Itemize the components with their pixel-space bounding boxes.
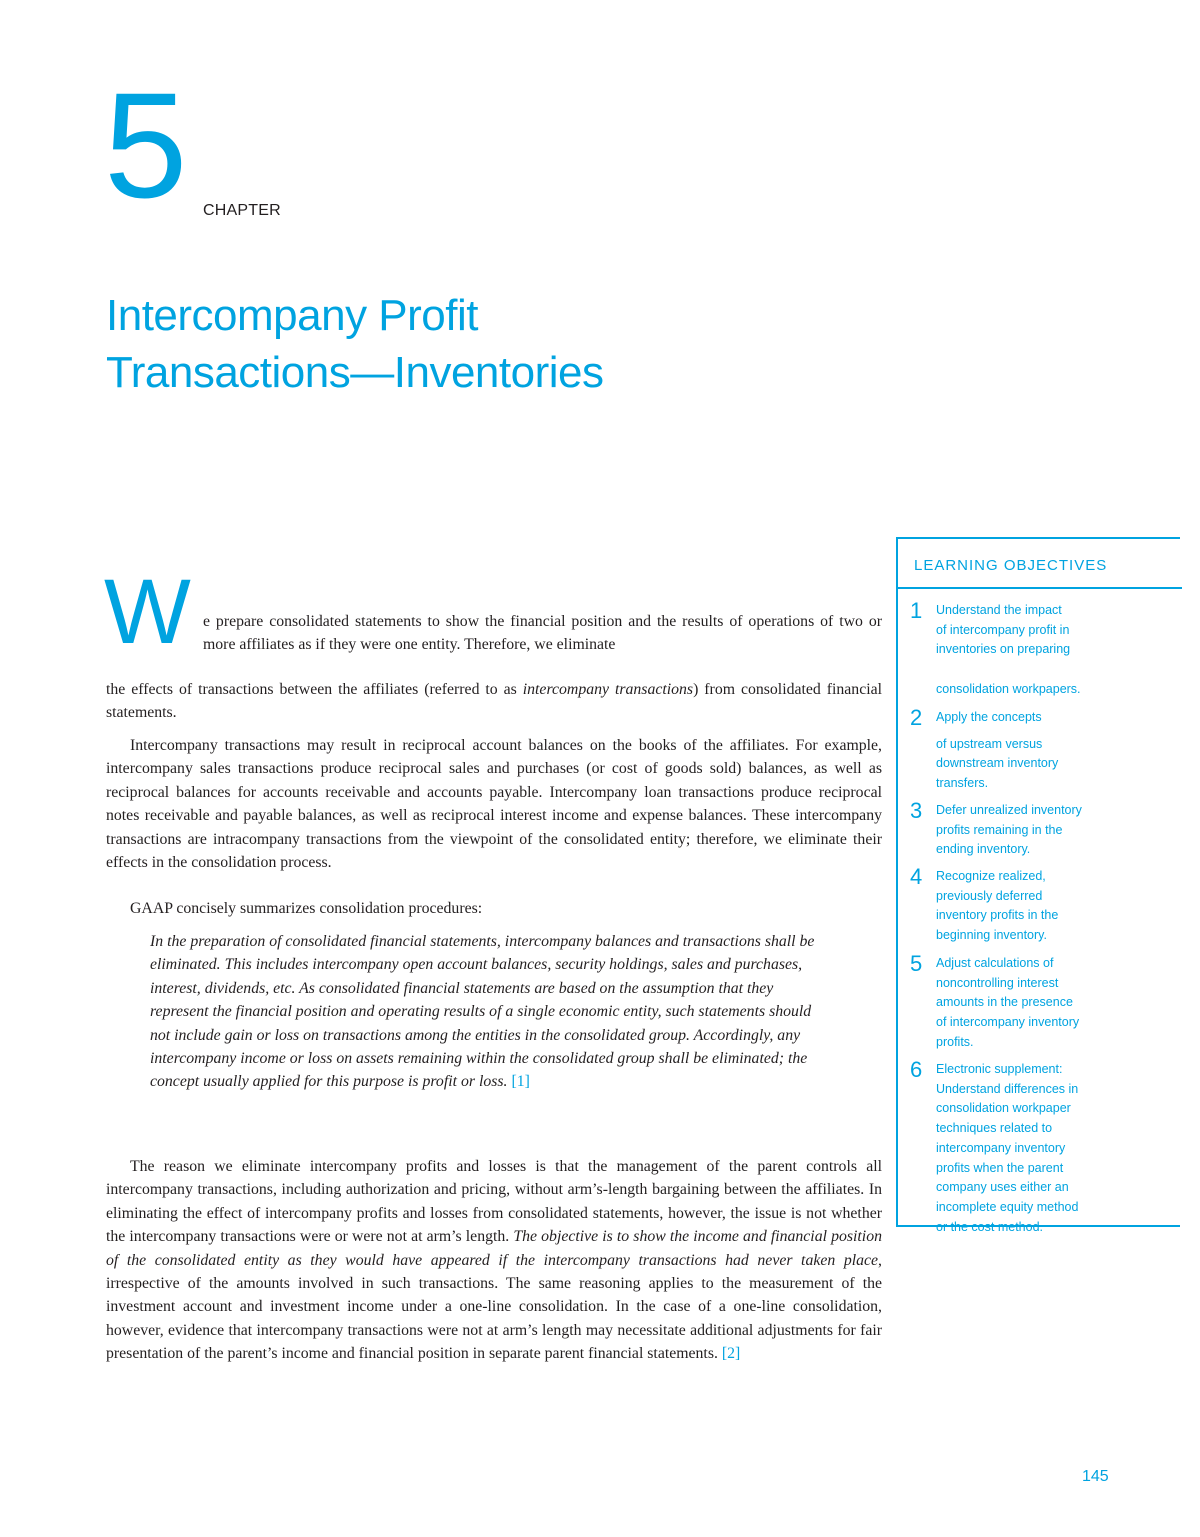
paragraph-1-text-b: ) from consolidated financial statements. (106, 681, 882, 722)
objective-number: 1 (910, 598, 923, 623)
objective-text (936, 1060, 1136, 1237)
paragraph-4-italic: The objective is to show the income and financial position of the consolidated entity as they would have appeared if the intercompany transactions had never taken place (106, 1228, 882, 1269)
objective-line: Adjust calculations of (936, 956, 1054, 970)
paragraph-4 (106, 1155, 882, 1366)
objective-line: or the cost method. (936, 1219, 1044, 1234)
citation-1[interactable]: [1] (511, 1073, 530, 1091)
objective-line: of intercompany inventory (936, 1015, 1080, 1030)
objective-number: 6 (910, 1057, 923, 1082)
objective-line-gap (936, 660, 1136, 680)
objective-line: ending inventory. (936, 842, 1031, 857)
objective-line: Recognize realized, (936, 869, 1046, 883)
objective-line: incomplete equity method (936, 1199, 1079, 1214)
objective-line: previously deferred (936, 888, 1043, 903)
objective-line: profits when the parent (936, 1160, 1064, 1175)
objective-text (936, 867, 1136, 946)
objective-number: 5 (910, 951, 923, 976)
learning-objectives-box (896, 537, 1180, 1234)
objective-line: noncontrolling interest (936, 975, 1059, 990)
learning-objectives-divider (898, 587, 1182, 589)
drop-cap: W (104, 561, 191, 663)
objective-line: inventory profits in the (936, 908, 1059, 923)
paragraph-2: Intercompany transactions may result in reciprocal account balances on the books of the affiliates. For example, intercompany sales transactions produce reciprocal sales and purchases (or cost of goods sold) balances, as well as reciprocal balances for accounts receivable and accounts payable. Intercompany loan transactions produce reciprocal notes receivable and payable balances, as well as reciprocal interest income and expense balances. These intercompany transactions are intracompany transactions from the viewpoint of the consolidated entity; therefore, we eliminate their effects in the consolidation process. (106, 737, 882, 872)
objective-text (936, 801, 1136, 860)
objective-text (936, 954, 1136, 1053)
chapter-title (106, 287, 726, 401)
objective-line: profits remaining in the (936, 822, 1063, 837)
paragraph-4-text-a: The reason we eliminate intercompany profits and losses is that the management of the parent controls all intercompany transactions, including authorization and pricing, without arm’s-length bargaining between the affiliates. In eliminating the effect of intercompany profits and losses from consolidated statements, however, the issue is not whether the intercompany transactions were or were not at arm’s length. (106, 1158, 882, 1246)
objective-line: downstream inventory (936, 756, 1059, 771)
objective-line: Defer unrealized inventory (936, 803, 1082, 817)
objective-line: consolidation workpapers. (936, 681, 1081, 696)
objective-number: 3 (910, 798, 923, 823)
chapter-title-line-2: Transactions—Inventories (106, 348, 604, 397)
objective-text (936, 708, 1136, 794)
objective-line: profits. (936, 1034, 974, 1049)
objective-line: inventories on preparing (936, 642, 1071, 657)
paragraph-1-lead: e prepare consolidated statements to show the financial position and the results of operations of two or more affiliates as if they were one entity. Therefore, we eliminate (203, 613, 882, 654)
gaap-quote (150, 930, 834, 1094)
paragraph-3: GAAP concisely summarizes consolidation procedures: (130, 900, 483, 917)
objective-line: of upstream versus (936, 736, 1043, 751)
paragraph-1-italic: intercompany transactions (522, 681, 694, 698)
citation-2[interactable]: [2] (721, 1345, 741, 1363)
page-number: 145 (1082, 1468, 1109, 1485)
objective-line: Understand differences in (936, 1081, 1079, 1096)
objective-line: Electronic supplement: (936, 1062, 1063, 1076)
objective-line: Apply the concepts (936, 710, 1042, 724)
chapter-label: CHAPTER (203, 202, 281, 219)
gaap-quote-text: In the preparation of consolidated financial statements, intercompany balances and transactions shall be eliminated. This includes intercompany open account balances, security holdings, sales and purchases, interest, dividends, etc. As consolidated financial statements are based on the assumption that they represent the financial position and operating results of a single economic entity, such statements should not include gain or loss on transactions among the entities in the consolidated group. Accordingly, any intercompany income or loss on assets remaining within the consolidated group shall be eliminated; the concept usually applied for this purpose is profit or loss. (150, 933, 815, 1091)
paragraph-1-rest (106, 678, 882, 725)
objective-line: beginning inventory. (936, 928, 1047, 943)
objective-number: 4 (910, 864, 923, 889)
objective-line: techniques related to (936, 1121, 1053, 1136)
objective-line: consolidation workpaper (936, 1101, 1071, 1116)
objective-number: 2 (910, 705, 923, 730)
objective-line: Understand the impact (936, 603, 1062, 617)
chapter-number: 5 (104, 61, 184, 229)
chapter-title-line-1: Intercompany Profit (106, 291, 478, 340)
objective-line: amounts in the presence (936, 995, 1073, 1010)
objective-text (936, 601, 1136, 700)
learning-objectives-heading: LEARNING OBJECTIVES (914, 557, 1108, 574)
paragraph-4-text-b: , irrespective of the amounts involved in such transactions. The same reasoning applies to the measurement of the investment account and investment income under a one-line consolidation. In the case of a one-line consolidation, however, evidence that intercompany transactions were not at arm’s length may necessitate additional adjustments for fair presentation of the parent’s income and financial position in separate parent financial statements. (106, 1251, 882, 1363)
objective-line-gap (936, 728, 1136, 735)
objective-line: company uses either an (936, 1180, 1069, 1195)
objective-line: transfers. (936, 776, 989, 791)
objective-line: intercompany inventory (936, 1140, 1066, 1155)
paragraph-1-text-a: the effects of transactions between the affiliates (referred to as (106, 681, 523, 698)
objective-line: of intercompany profit in (936, 622, 1070, 637)
